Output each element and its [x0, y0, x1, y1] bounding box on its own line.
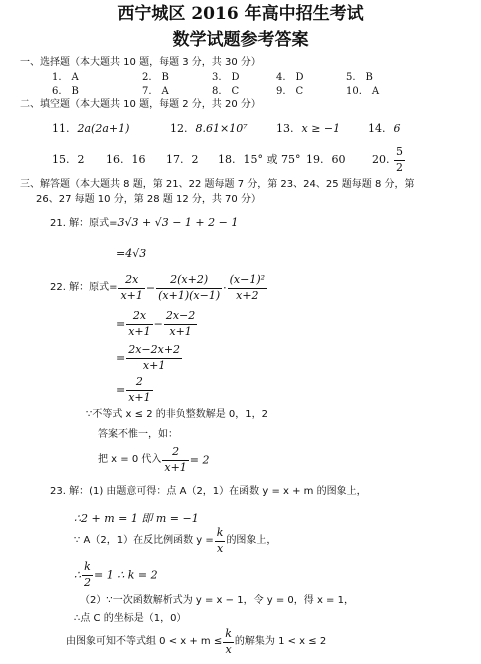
mc-answer-number: 2.: [142, 72, 152, 83]
mc-answer: [212, 73, 240, 83]
q21-line1: [50, 217, 238, 229]
section2-heading: 二、填空题（本大题共 10 题，每题 2 分，共 20 分）: [20, 99, 261, 110]
mc-answer: [276, 87, 303, 97]
q20-fraction: $\frac{5}{2}$: [396, 145, 403, 174]
mc-answer: [212, 87, 239, 97]
mc-answer-value: B: [71, 86, 79, 97]
q23-line7-frac: $\frac{k}{x}$: [225, 627, 232, 656]
mc-answer-number: 6.: [52, 86, 62, 97]
fill-answer: [52, 154, 85, 165]
section3-heading-line1: 三、解答题（本大题共 8 题，第 21、22 题每题 7 分，第 23、24、25 题每题 8 分，第: [20, 179, 415, 190]
q21-step1: 3√3 + √3 − 1 + 2 − 1: [117, 216, 239, 229]
q23-line3: ∵ A（2，1）在反比例函数 y = $\frac{k}{x}$ 的图象上，: [74, 526, 277, 555]
q23-line6: ∴点 C 的坐标是（1，0）: [74, 613, 187, 624]
fill-answer-value: 15° 或 75°: [243, 153, 301, 166]
mc-answer-value: A: [71, 72, 79, 83]
fill-answer: [106, 154, 146, 165]
q23-line5: （2）∵一次函数解析式为 y = x − 1，令 y = 0，得 x = 1，: [80, 595, 354, 606]
q21-prefix: 21. 解：原式=: [50, 218, 118, 229]
q21-step2: =4√3: [116, 247, 147, 260]
q22-line3: = $\frac{2x-2x+2}{x+1}$: [116, 343, 181, 372]
fill-answer: [368, 123, 401, 134]
mc-answer-value: C: [295, 86, 304, 97]
mc-answer: [346, 73, 373, 83]
q23-line1: 23. 解：(1) 由题意可得：点 A（2，1）在函数 y = x + m 的图象上，: [50, 486, 367, 497]
fill-answer: [276, 123, 340, 134]
fill-answer-value: 8.61×10⁷: [195, 122, 248, 135]
q22-frac7: $\frac{2}{x+1}$: [128, 375, 151, 404]
q23-line4-frac: $\frac{k}{2}$: [84, 560, 91, 589]
q22-frac6: $\frac{2x-2x+2}{x+1}$: [128, 343, 181, 372]
mc-answer-number: 1.: [52, 72, 62, 83]
mc-answer-value: D: [231, 72, 240, 83]
q22-line4: = $\frac{2}{x+1}$: [116, 375, 151, 404]
fill-answer-value: x ≥ −1: [301, 122, 341, 135]
mc-answer-number: 7.: [142, 86, 152, 97]
mc-answer-value: A: [161, 86, 169, 97]
fill-answer: [306, 154, 346, 165]
q22-note2: 答案不惟一，如：: [98, 429, 178, 440]
fill-answer-value: 60: [331, 153, 346, 166]
q22-line1: 22. 解：原式= $\frac{2x}{x+1}$ − $\frac{2(x+2)}{(x+1)(x-1)}$ · $\frac{\text{(x−1)²}}{x+2}$: [50, 273, 266, 302]
q22-line2: = $\frac{2x}{x+1}$ − $\frac{2x-2}{x+1}$: [116, 309, 196, 338]
q22-prefix: 22. 解：原式=: [50, 282, 118, 294]
fill-answer-number: 11.: [52, 122, 70, 135]
mc-answer-number: 9.: [276, 86, 286, 97]
fill-answer-number: 19.: [306, 153, 324, 166]
fill-answer: [166, 154, 199, 165]
fill-answer-value: 2: [77, 153, 85, 166]
fill-answer-number: 12.: [170, 122, 188, 135]
fill-answer-value: 6: [393, 122, 401, 135]
fill-answer: [218, 154, 301, 165]
mc-answer-number: 3.: [212, 72, 222, 83]
page-subtitle: 数学试题参考答案: [172, 30, 309, 50]
q22-frac2: $\frac{2(x+2)}{(x+1)(x-1)}$: [158, 273, 221, 302]
mc-answer: [52, 73, 79, 83]
q23-line2: ∴2 + m = 1 即 m = −1: [74, 512, 199, 525]
q22-frac1: $\frac{2x}{x+1}$: [120, 273, 143, 302]
mc-answer: [142, 73, 169, 83]
mc-answer-number: 5.: [346, 72, 356, 83]
fill-answer: [170, 123, 248, 134]
fill-answer-number: 16.: [106, 153, 124, 166]
mc-answer-number: 8.: [212, 86, 222, 97]
mc-answer-number: 4.: [276, 72, 286, 83]
q23-line3-frac: $\frac{k}{x}$: [216, 526, 224, 555]
q22-note3-frac: $\frac{2}{x+1}$: [164, 445, 187, 474]
q20-answer: [372, 146, 406, 174]
fill-answer-number: 13.: [276, 122, 294, 135]
mc-answer-value: D: [295, 72, 304, 83]
mc-answer-value: B: [161, 72, 169, 83]
mc-answer-value: A: [371, 86, 380, 97]
page-title: 西宁城区 2016 年高中招生考试: [117, 4, 364, 24]
section1-heading: 一、选择题（本大题共 10 题，每题 3 分，共 30 分）: [20, 57, 261, 68]
fill-answer-value: 16: [131, 153, 146, 166]
q22-note3: 把 x = 0 代入 $\frac{2}{x+1}$ = 2: [98, 445, 210, 474]
q22-frac3: $\frac{\text{(x−1)²}}{x+2}$: [229, 273, 266, 302]
fill-answer-number: 14.: [368, 122, 386, 135]
fill-answer: [52, 123, 129, 134]
mc-answer-number: 10.: [346, 86, 362, 97]
fill-answer-value: 2: [191, 153, 199, 166]
fill-answer-number: 15.: [52, 153, 70, 166]
mc-answer-value: C: [231, 86, 240, 97]
q22-note1: ∵不等式 x ≤ 2 的非负整数解是 0，1，2: [86, 409, 269, 420]
section3-heading-line2: 26、27 每题 10 分，第 28 题 12 分，共 70 分）: [36, 194, 261, 205]
q23-line7: 由图象可知不等式组 0 < x + m ≤ $\frac{k}{x}$ 的解集为 1 < x ≤ 2: [66, 627, 327, 656]
fill-answer-value: 2a(2a+1): [77, 122, 130, 135]
q23-line4: ∴ $\frac{k}{2}$ = 1 ∴ k = 2: [74, 560, 158, 589]
q22-frac5: $\frac{2x-2}{x+1}$: [165, 309, 196, 338]
q22-frac4: $\frac{2x}{x+1}$: [128, 309, 151, 338]
q20-number: 20.: [372, 153, 390, 167]
fill-answer-number: 17.: [166, 153, 184, 166]
fill-answer-number: 18.: [218, 153, 236, 166]
mc-answer: [142, 87, 169, 97]
mc-answer: [346, 87, 379, 97]
mc-answer: [276, 73, 304, 83]
mc-answer-value: B: [365, 72, 373, 83]
mc-answer: [52, 87, 79, 97]
